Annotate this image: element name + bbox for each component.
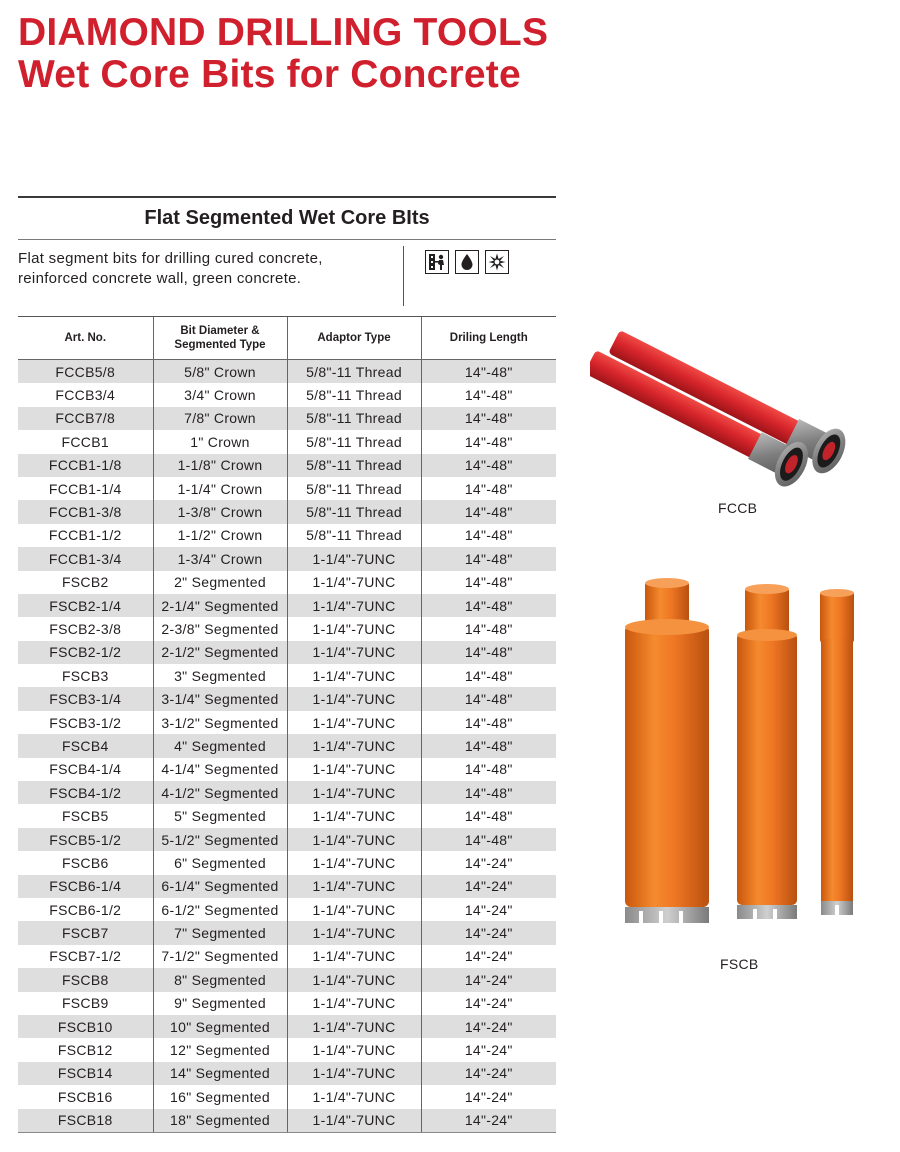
cell-adaptor-type: 5/8"-11 Thread	[287, 500, 421, 523]
cell-art-no: FSCB2-3/8	[18, 617, 153, 640]
cell-drilling-length: 14"-48"	[421, 828, 556, 851]
fccb-caption: FCCB	[718, 500, 758, 516]
cell-adaptor-type: 1-1/4"-7UNC	[287, 1062, 421, 1085]
cell-adaptor-type: 1-1/4"-7UNC	[287, 898, 421, 921]
cell-art-no: FSCB10	[18, 1015, 153, 1038]
cell-bit-diameter: 3-1/2" Segmented	[153, 711, 287, 734]
cell-bit-diameter: 1-3/4" Crown	[153, 547, 287, 570]
cell-bit-diameter: 6" Segmented	[153, 851, 287, 874]
cell-art-no: FSCB3-1/4	[18, 687, 153, 710]
table-row	[18, 571, 556, 594]
description-divider	[403, 246, 404, 306]
table-row	[18, 454, 556, 477]
cell-bit-diameter: 2-1/2" Segmented	[153, 641, 287, 664]
cell-drilling-length: 14"-48"	[464, 714, 513, 731]
table-row	[18, 828, 556, 851]
cell-bit-diameter: 16" Segmented	[153, 1085, 287, 1108]
cell-art-no: FSCB18	[18, 1109, 153, 1132]
cell-drilling-length: 14"-48"	[464, 433, 513, 450]
cell-bit-diameter: 4-1/4" Segmented	[153, 758, 287, 781]
concrete-burst-icon	[485, 250, 509, 274]
cell-drilling-length: 14"-24"	[421, 1109, 556, 1132]
cell-adaptor-type: 5/8"-11 Thread	[287, 360, 421, 384]
table-row	[18, 1109, 556, 1132]
table-row	[18, 407, 556, 430]
cell-adaptor-type: 1-1/4"-7UNC	[287, 1038, 421, 1061]
cell-adaptor-type: 1-1/4"-7UNC	[287, 617, 421, 640]
table-row	[18, 687, 556, 710]
section-top-rule	[18, 196, 556, 198]
cell-drilling-length: 14"-48"	[421, 594, 556, 617]
cell-bit-diameter: 6-1/4" Segmented	[153, 875, 287, 898]
table-row	[18, 1062, 556, 1085]
cell-drilling-length: 14"-24"	[464, 995, 513, 1012]
cell-adaptor-type: 1-1/4"-7UNC	[287, 594, 421, 617]
table-row	[18, 360, 556, 384]
cell-adaptor-type: 5/8"-11 Thread	[287, 454, 421, 477]
table-row	[18, 851, 556, 874]
section-title: Flat Segmented Wet Core BIts	[144, 207, 430, 229]
cell-adaptor-type: 1-1/4"-7UNC	[287, 992, 421, 1015]
cell-adaptor-type: 1-1/4"-7UNC	[287, 734, 421, 757]
cell-bit-diameter: 3/4" Crown	[153, 383, 287, 406]
header-bit-diameter: Bit Diameter & Segmented Type	[153, 317, 287, 360]
table-bottom-rule	[18, 1132, 556, 1133]
title-line-1: DIAMOND DRILLING TOOLS	[18, 11, 549, 54]
cell-adaptor-type: 1-1/4"-7UNC	[287, 804, 421, 827]
cell-bit-diameter: 3" Segmented	[153, 664, 287, 687]
cell-art-no: FSCB3	[18, 664, 153, 687]
cell-drilling-length: 14"-24"	[421, 921, 556, 944]
cell-bit-diameter: 5-1/2" Segmented	[153, 828, 287, 851]
cell-art-no: FCCB1-3/8	[18, 500, 153, 523]
cell-adaptor-type: 5/8"-11 Thread	[287, 383, 421, 406]
cell-bit-diameter: 7-1/2" Segmented	[153, 945, 287, 968]
cell-adaptor-type: 1-1/4"-7UNC	[287, 547, 421, 570]
cell-drilling-length: 14"-48"	[421, 547, 556, 570]
section-description: Flat segment bits for drilling cured concrete, reinforced concrete wall, green concrete.	[18, 250, 323, 287]
cell-art-no: FCCB1	[18, 430, 153, 453]
cell-adaptor-type: 1-1/4"-7UNC	[287, 781, 421, 804]
cell-art-no: FSCB12	[18, 1038, 153, 1061]
cell-art-no: FCCB1-3/4	[18, 547, 153, 570]
spec-table-body	[18, 360, 556, 1132]
cell-art-no: FSCB16	[18, 1085, 153, 1108]
cell-bit-diameter: 10" Segmented	[153, 1015, 287, 1038]
cell-adaptor-type: 1-1/4"-7UNC	[287, 664, 421, 687]
cell-drilling-length: 14"-48"	[464, 667, 513, 684]
cell-bit-diameter: 2-1/4" Segmented	[153, 594, 287, 617]
cell-bit-diameter: 9" Segmented	[153, 992, 287, 1015]
cell-art-no: FCCB1-1/8	[18, 454, 153, 477]
title-line-2: Wet Core Bits for Concrete	[18, 53, 521, 96]
cell-adaptor-type: 1-1/4"-7UNC	[287, 968, 421, 991]
cell-art-no: FSCB7-1/2	[18, 945, 153, 968]
table-row	[18, 804, 556, 827]
cell-adaptor-type: 1-1/4"-7UNC	[287, 851, 421, 874]
cell-drilling-length: 14"-48"	[421, 641, 556, 664]
cell-bit-diameter: 5/8" Crown	[153, 360, 287, 384]
header-drilling-length: Driling Length	[421, 317, 556, 360]
spec-table	[18, 317, 556, 1132]
table-row	[18, 875, 556, 898]
cell-drilling-length: 14"-48"	[421, 360, 556, 384]
cell-drilling-length: 14"-24"	[464, 854, 513, 871]
cell-drilling-length: 14"-48"	[464, 527, 513, 544]
cell-bit-diameter: 8" Segmented	[153, 968, 287, 991]
cell-art-no: FCCB5/8	[18, 360, 153, 384]
table-row	[18, 921, 556, 944]
cell-adaptor-type: 1-1/4"-7UNC	[287, 875, 421, 898]
cell-adaptor-type: 1-1/4"-7UNC	[287, 711, 421, 734]
cell-art-no: FCCB1-1/2	[18, 524, 153, 547]
cell-bit-diameter: 7/8" Crown	[153, 407, 287, 430]
cell-drilling-length: 14"-24"	[421, 968, 556, 991]
fscb-caption: FSCB	[720, 956, 759, 972]
table-row	[18, 641, 556, 664]
header-adaptor-type: Adaptor Type	[287, 317, 421, 360]
cell-adaptor-type: 1-1/4"-7UNC	[287, 1085, 421, 1108]
cell-drilling-length: 14"-24"	[464, 901, 513, 918]
cell-bit-diameter: 1" Crown	[153, 430, 287, 453]
cell-bit-diameter: 6-1/2" Segmented	[153, 898, 287, 921]
table-row	[18, 594, 556, 617]
cell-art-no: FSCB6	[18, 851, 153, 874]
cell-bit-diameter: 7" Segmented	[153, 921, 287, 944]
cell-adaptor-type: 5/8"-11 Thread	[287, 524, 421, 547]
cell-drilling-length: 14"-48"	[421, 454, 556, 477]
cell-drilling-length: 14"-48"	[464, 620, 513, 637]
table-row	[18, 524, 556, 547]
wall-drilling-icon	[425, 250, 449, 274]
cell-art-no: FSCB4-1/4	[18, 758, 153, 781]
cell-bit-diameter: 1-1/4" Crown	[153, 477, 287, 500]
cell-drilling-length: 14"-48"	[464, 480, 513, 497]
cell-bit-diameter: 4-1/2" Segmented	[153, 781, 287, 804]
table-row	[18, 617, 556, 640]
cell-bit-diameter: 5" Segmented	[153, 804, 287, 827]
cell-drilling-length: 14"-24"	[421, 1062, 556, 1085]
table-row	[18, 968, 556, 991]
table-row	[18, 500, 556, 523]
cell-drilling-length: 14"-24"	[421, 875, 556, 898]
cell-drilling-length: 14"-24"	[464, 1042, 513, 1059]
cell-drilling-length: 14"-24"	[464, 1088, 513, 1105]
cell-art-no: FSCB6-1/4	[18, 875, 153, 898]
cell-adaptor-type: 5/8"-11 Thread	[287, 477, 421, 500]
cell-bit-diameter: 14" Segmented	[153, 1062, 287, 1085]
cell-bit-diameter: 2" Segmented	[153, 571, 287, 594]
table-row	[18, 664, 556, 687]
table-header-row	[18, 317, 556, 360]
cell-adaptor-type: 1-1/4"-7UNC	[287, 1109, 421, 1132]
cell-art-no: FSCB6-1/2	[18, 898, 153, 921]
cell-drilling-length: 14"-48"	[421, 500, 556, 523]
table-row	[18, 1015, 556, 1038]
cell-bit-diameter: 18" Segmented	[153, 1109, 287, 1132]
cell-art-no: FSCB2	[18, 571, 153, 594]
cell-art-no: FSCB4-1/2	[18, 781, 153, 804]
table-row	[18, 1085, 556, 1108]
table-row	[18, 1038, 556, 1061]
cell-drilling-length: 14"-48"	[421, 407, 556, 430]
header-art-no: Art. No.	[18, 317, 153, 360]
table-row	[18, 945, 556, 968]
cell-adaptor-type: 5/8"-11 Thread	[287, 430, 421, 453]
water-drop-icon	[455, 250, 479, 274]
cell-art-no: FSCB2-1/2	[18, 641, 153, 664]
cell-adaptor-type: 5/8"-11 Thread	[287, 407, 421, 430]
cell-art-no: FSCB14	[18, 1062, 153, 1085]
cell-bit-diameter: 1-1/8" Crown	[153, 454, 287, 477]
cell-adaptor-type: 1-1/4"-7UNC	[287, 828, 421, 851]
cell-drilling-length: 14"-48"	[421, 734, 556, 757]
cell-art-no: FCCB1-1/4	[18, 477, 153, 500]
cell-art-no: FSCB3-1/2	[18, 711, 153, 734]
cell-bit-diameter: 3-1/4" Segmented	[153, 687, 287, 710]
cell-adaptor-type: 1-1/4"-7UNC	[287, 687, 421, 710]
table-row	[18, 547, 556, 570]
fccb-bit-image	[590, 318, 890, 493]
table-row	[18, 711, 556, 734]
cell-drilling-length: 14"-48"	[464, 808, 513, 825]
table-row	[18, 781, 556, 804]
table-row	[18, 898, 556, 921]
cell-drilling-length: 14"-48"	[464, 574, 513, 591]
cell-art-no: FSCB5-1/2	[18, 828, 153, 851]
cell-adaptor-type: 1-1/4"-7UNC	[287, 571, 421, 594]
cell-adaptor-type: 1-1/4"-7UNC	[287, 758, 421, 781]
table-row	[18, 430, 556, 453]
cell-adaptor-type: 1-1/4"-7UNC	[287, 921, 421, 944]
cell-bit-diameter: 1-1/2" Crown	[153, 524, 287, 547]
cell-drilling-length: 14"-24"	[421, 1015, 556, 1038]
cell-art-no: FSCB7	[18, 921, 153, 944]
cell-drilling-length: 14"-24"	[464, 948, 513, 965]
cell-adaptor-type: 1-1/4"-7UNC	[287, 1015, 421, 1038]
cell-adaptor-type: 1-1/4"-7UNC	[287, 641, 421, 664]
cell-adaptor-type: 1-1/4"-7UNC	[287, 945, 421, 968]
cell-drilling-length: 14"-48"	[421, 687, 556, 710]
cell-drilling-length: 14"-48"	[421, 781, 556, 804]
application-icons	[425, 250, 509, 274]
cell-art-no: FSCB2-1/4	[18, 594, 153, 617]
cell-art-no: FCCB3/4	[18, 383, 153, 406]
cell-art-no: FCCB7/8	[18, 407, 153, 430]
table-row	[18, 383, 556, 406]
cell-drilling-length: 14"-48"	[464, 387, 513, 404]
section-title-rule	[18, 239, 556, 240]
fscb-bit-image	[615, 575, 865, 930]
cell-drilling-length: 14"-48"	[464, 761, 513, 778]
cell-bit-diameter: 1-3/8" Crown	[153, 500, 287, 523]
cell-bit-diameter: 2-3/8" Segmented	[153, 617, 287, 640]
cell-art-no: FSCB9	[18, 992, 153, 1015]
table-row	[18, 992, 556, 1015]
table-row	[18, 758, 556, 781]
cell-art-no: FSCB5	[18, 804, 153, 827]
cell-art-no: FSCB8	[18, 968, 153, 991]
table-row	[18, 477, 556, 500]
cell-bit-diameter: 4" Segmented	[153, 734, 287, 757]
table-row	[18, 734, 556, 757]
cell-bit-diameter: 12" Segmented	[153, 1038, 287, 1061]
cell-art-no: FSCB4	[18, 734, 153, 757]
page-title	[18, 12, 548, 96]
